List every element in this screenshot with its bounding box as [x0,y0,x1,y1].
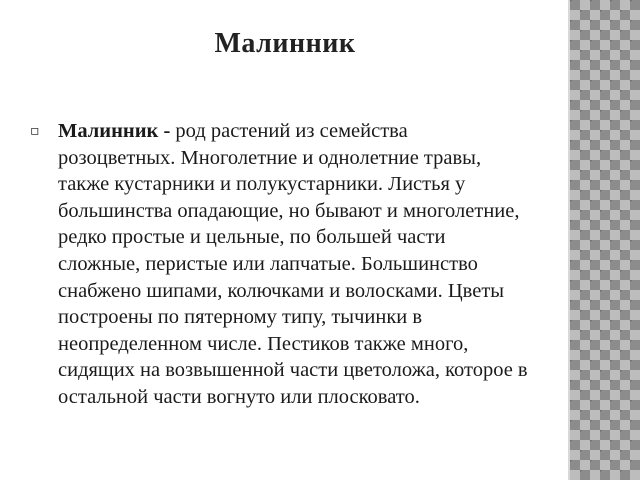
bullet-icon: ▫ [30,123,40,139]
decorative-pattern-strip [570,0,640,480]
slide-body [30,118,530,411]
term-label: Малинник - [58,120,171,142]
slide-title: Малинник [214,28,356,59]
bullet-item [30,118,530,411]
paragraph-text: род растений из семейства розоцветных. Многолетние и однолетние травы, также кустарники и полукустарники. Листья у большинства опадающие, но бывают и многолетние, редко простые и цельные, по большей части сложные, перистые или лапчатые. Большинство снабжено шипами, колючками и волосками. Цветы построены по пятерному типу, тычинки в неопределенном числе. Пестиков также много, сидящих на возвышенной части цветоложа, которое в остальной части вогнуто или плосковато. [58,120,528,408]
